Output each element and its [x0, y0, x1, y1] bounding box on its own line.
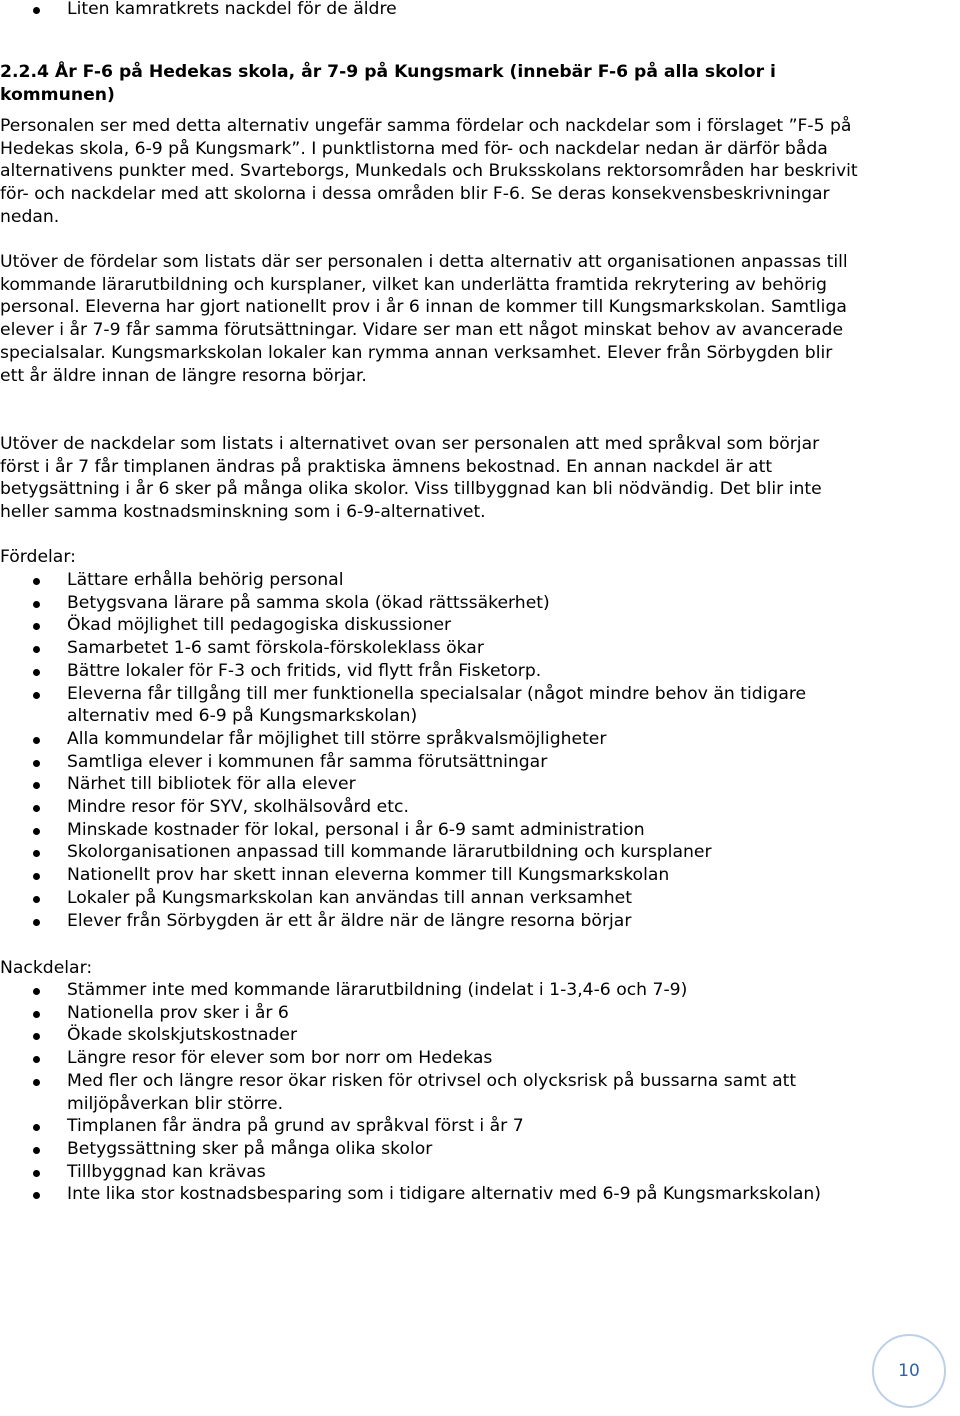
list-item: Liten kamratkrets nackdel för de äldre	[0, 0, 860, 21]
bullet-icon	[33, 646, 40, 653]
list-item: Nationellt prov har skett innan eleverna kommer till Kungsmarkskolan	[0, 864, 860, 887]
fordelar-label: Fördelar:	[0, 547, 76, 567]
bullet-icon	[33, 919, 40, 926]
list-item: Betygssättning sker på många olika skolor	[0, 1138, 860, 1161]
list-item: Skolorganisationen anpassad till kommande lärarutbildning och kursplaner	[0, 841, 860, 864]
section-heading: 2.2.4 År F-6 på Hedekas skola, år 7-9 på Kungsmark (innebär F-6 på alla skolor i kommunen)	[0, 62, 776, 105]
bullet-icon	[33, 1124, 40, 1131]
bullet-icon	[33, 850, 40, 857]
list-item: Närhet till bibliotek för alla elever	[0, 773, 860, 796]
bullet-icon	[33, 782, 40, 789]
list-item: Timplanen får ändra på grund av språkval först i år 7	[0, 1115, 860, 1138]
bullet-icon	[33, 1011, 40, 1018]
list-item: Samtliga elever i kommunen får samma förutsättningar	[0, 751, 860, 774]
top-bullet-list	[0, 0, 860, 21]
bullet-icon	[33, 669, 40, 676]
list-item: Stämmer inte med kommande lärarutbildning (indelat i 1-3,4-6 och 7-9)	[0, 979, 860, 1002]
bullet-icon	[33, 828, 40, 835]
bullet-icon	[33, 760, 40, 767]
list-item: Tillbyggnad kan krävas	[0, 1161, 860, 1184]
list-item: Ökade skolskjutskostnader	[0, 1024, 860, 1047]
disadvantages-paragraph: Utöver de nackdelar som listats i alternativet ovan ser personalen att med språkval som börjar först i år 7 får timplanen ändras på praktiska ämnens bekostnad. En annan nackdel är att betygsättning i år 6 sker på många olika skolor. Viss tillbyggnad kan bli nödvändig. Det blir inte heller samma kostnadsminskning som i 6-9-alternativet.	[0, 434, 822, 523]
list-item: Samarbetet 1-6 samt förskola-förskoleklass ökar	[0, 637, 860, 660]
bullet-icon	[33, 692, 40, 699]
list-item: Bättre lokaler för F-3 och fritids, vid flytt från Fisketorp.	[0, 660, 860, 683]
advantages-paragraph: Utöver de fördelar som listats där ser personalen i detta alternativ att organisationen anpassas till kommande lärarutbildning och kursplaner, vilket kan underlätta framtida rekrytering av behörig personal. Eleverna har gjort nationellt prov i år 6 innan de kommer till Kungsmarkskolan. Samtliga elever i år 7-9 får samma förutsättningar. Vidare ser man ett något minskat behov av avancerade specialsalar. Kungsmarkskolan lokaler kan rymma annan verksamhet. Elever från Sörbygden blir ett år äldre innan de längre resorna börjar.	[0, 252, 848, 386]
list-item: Med fler och längre resor ökar risken för otrivsel och olycksrisk på bussarna samt att miljöpåverkan blir större.	[0, 1070, 860, 1115]
nackdelar-label: Nackdelar:	[0, 958, 93, 978]
page-number: 10	[898, 1361, 920, 1381]
list-item: Lättare erhålla behörig personal	[0, 569, 860, 592]
bullet-icon	[33, 1192, 40, 1199]
bullet-icon	[33, 7, 40, 14]
fordelar-list	[0, 569, 860, 932]
list-item: Alla kommundelar får möjlighet till större språkvalsmöjligheter	[0, 728, 860, 751]
bullet-icon	[33, 1079, 40, 1086]
list-item: Lokaler på Kungsmarkskolan kan användas till annan verksamhet	[0, 887, 860, 910]
bullet-icon	[33, 873, 40, 880]
bullet-icon	[33, 1147, 40, 1154]
list-item: Mindre resor för SYV, skolhälsovård etc.	[0, 796, 860, 819]
list-item: Inte lika stor kostnadsbesparing som i tidigare alternativ med 6-9 på Kungsmarkskolan)	[0, 1183, 860, 1206]
bullet-icon	[33, 623, 40, 630]
list-item: Elever från Sörbygden är ett år äldre när de längre resorna börjar	[0, 910, 860, 933]
bullet-icon	[33, 1170, 40, 1177]
bullet-icon	[33, 601, 40, 608]
list-item: Ökad möjlighet till pedagogiska diskussioner	[0, 614, 860, 637]
intro-paragraph: Personalen ser med detta alternativ ungefär samma fördelar och nackdelar som i förslaget ”F-5 på Hedekas skola, 6-9 på Kungsmark”. I punktlistorna med för- och nackdelar nedan är därför båda alternativens punkter med. Svarteborgs, Munkedals och Bruksskolans rektorsområden har beskrivit för- och nackdelar med att skolorna i dessa områden blir F-6. Se deras konsekvensbeskrivningar nedan.	[0, 116, 858, 227]
nackdelar-list	[0, 979, 860, 1206]
list-item: Betygsvana lärare på samma skola (ökad rättssäkerhet)	[0, 592, 860, 615]
list-item: Nationella prov sker i år 6	[0, 1002, 860, 1025]
list-item: Eleverna får tillgång till mer funktionella specialsalar (något mindre behov än tidigare alternativ med 6-9 på Kungsmarkskolan)	[0, 683, 860, 728]
page-number-badge	[872, 1334, 946, 1408]
bullet-icon	[33, 578, 40, 585]
list-item: Minskade kostnader för lokal, personal i år 6-9 samt administration	[0, 819, 860, 842]
list-item: Längre resor för elever som bor norr om Hedekas	[0, 1047, 860, 1070]
bullet-icon	[33, 737, 40, 744]
bullet-icon	[33, 805, 40, 812]
bullet-icon	[33, 988, 40, 995]
bullet-icon	[33, 1033, 40, 1040]
bullet-icon	[33, 896, 40, 903]
bullet-icon	[33, 1056, 40, 1063]
